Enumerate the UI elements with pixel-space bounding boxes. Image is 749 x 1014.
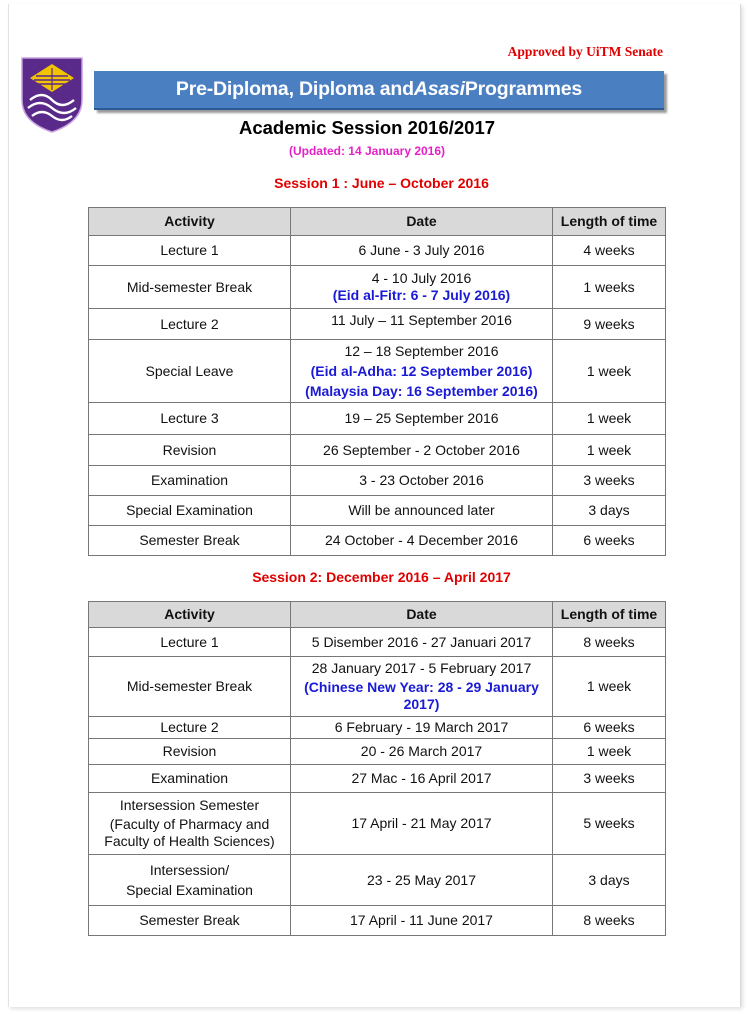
cell-activity: Revision bbox=[89, 739, 291, 765]
cell-activity: Special Examination bbox=[89, 496, 291, 526]
cell-activity: Examination bbox=[89, 765, 291, 793]
cell-activity: Mid-semester Break bbox=[89, 266, 291, 309]
cell-date: 27 Mac - 16 April 2017 bbox=[291, 765, 553, 793]
col-date: Date bbox=[291, 602, 553, 628]
table-row bbox=[89, 739, 666, 765]
cell-length: 6 weeks bbox=[553, 717, 666, 739]
page-title: Academic Session 2016/2017 bbox=[238, 117, 496, 138]
table-row bbox=[89, 793, 666, 855]
col-length: Length of time bbox=[553, 602, 666, 628]
date-text: 4 - 10 July 2016 bbox=[371, 270, 472, 286]
table-row bbox=[89, 906, 666, 936]
cell-date bbox=[291, 266, 553, 309]
cell-activity: Revision bbox=[89, 435, 291, 466]
session2-heading: Session 2: December 2016 – April 2017 bbox=[252, 569, 511, 585]
cell-length: 9 weeks bbox=[553, 309, 666, 340]
cell-date: 19 – 25 September 2016 bbox=[291, 403, 553, 435]
banner-text-italic: Asasi bbox=[413, 78, 465, 100]
cell-date: 23 - 25 May 2017 bbox=[291, 855, 553, 906]
table-row bbox=[89, 765, 666, 793]
cell-length: 3 days bbox=[553, 496, 666, 526]
session1-heading: Session 1 : June – October 2016 bbox=[274, 175, 489, 191]
table-row bbox=[89, 309, 666, 340]
table-header-row bbox=[89, 602, 666, 628]
cell-length: 1 week bbox=[553, 657, 666, 717]
holiday-note: (Malaysia Day: 16 September 2016) bbox=[305, 383, 538, 399]
table-row bbox=[89, 717, 666, 739]
cell-activity: Examination bbox=[89, 466, 291, 496]
activity-text: Intersession/ bbox=[149, 862, 230, 878]
holiday-note: (Eid al-Fitr: 6 - 7 July 2016) bbox=[332, 287, 511, 303]
session1-table bbox=[88, 207, 666, 556]
table-header-row bbox=[89, 208, 666, 236]
approval-note: Approved by UiTM Senate bbox=[507, 44, 663, 59]
cell-date: 24 October - 4 December 2016 bbox=[291, 526, 553, 556]
cell-activity: Lecture 2 bbox=[89, 309, 291, 340]
cell-length: 3 weeks bbox=[553, 466, 666, 496]
updated-note: (Updated: 14 January 2016) bbox=[288, 144, 446, 158]
col-activity: Activity bbox=[89, 208, 291, 236]
table-row bbox=[89, 466, 666, 496]
cell-date: 6 June - 3 July 2016 bbox=[291, 236, 553, 266]
activity-subtext: (Faculty of Pharmacy and Faculty of Health Sciences) bbox=[104, 816, 275, 849]
table-row bbox=[89, 340, 666, 403]
cell-activity: Mid-semester Break bbox=[89, 657, 291, 717]
programme-banner bbox=[94, 71, 664, 110]
date-text: 28 January 2017 - 5 February 2017 bbox=[311, 660, 532, 676]
cell-length: 4 weeks bbox=[553, 236, 666, 266]
cell-activity: Special Leave bbox=[89, 340, 291, 403]
cell-activity: Lecture 1 bbox=[89, 236, 291, 266]
cell-activity bbox=[89, 855, 291, 906]
cell-length: 1 week bbox=[553, 403, 666, 435]
cell-date: 17 April - 21 May 2017 bbox=[291, 793, 553, 855]
col-date: Date bbox=[291, 208, 553, 236]
cell-date: Will be announced later bbox=[291, 496, 553, 526]
cell-length: 1 week bbox=[553, 340, 666, 403]
cell-length: 6 weeks bbox=[553, 526, 666, 556]
cell-length: 3 weeks bbox=[553, 765, 666, 793]
table-row bbox=[89, 236, 666, 266]
holiday-note: (Eid al-Adha: 12 September 2016) bbox=[310, 363, 533, 379]
cell-length: 8 weeks bbox=[553, 906, 666, 936]
activity-text: Intersession Semester bbox=[119, 797, 260, 813]
cell-activity: Lecture 2 bbox=[89, 717, 291, 739]
cell-date bbox=[291, 657, 553, 717]
table-row bbox=[89, 496, 666, 526]
cell-length: 1 week bbox=[553, 435, 666, 466]
cell-length: 1 weeks bbox=[553, 266, 666, 309]
cell-activity: Lecture 1 bbox=[89, 628, 291, 657]
cell-length: 3 days bbox=[553, 855, 666, 906]
cell-date: 11 July – 11 September 2016 bbox=[291, 309, 553, 340]
cell-length: 5 weeks bbox=[553, 793, 666, 855]
cell-activity: Semester Break bbox=[89, 906, 291, 936]
cell-length: 8 weeks bbox=[553, 628, 666, 657]
cell-date: 6 February - 19 March 2017 bbox=[291, 717, 553, 739]
holiday-note: (Chinese New Year: 28 - 29 January 2017) bbox=[304, 679, 539, 712]
date-text: 12 – 18 September 2016 bbox=[344, 343, 499, 359]
cell-activity bbox=[89, 793, 291, 855]
table-row bbox=[89, 266, 666, 309]
cell-activity: Semester Break bbox=[89, 526, 291, 556]
cell-date: 17 April - 11 June 2017 bbox=[291, 906, 553, 936]
cell-activity: Lecture 3 bbox=[89, 403, 291, 435]
table-row bbox=[89, 526, 666, 556]
table-row bbox=[89, 403, 666, 435]
session2-table bbox=[88, 601, 666, 936]
cell-length: 1 week bbox=[553, 739, 666, 765]
col-length: Length of time bbox=[553, 208, 666, 236]
activity-subtext: Special Examination bbox=[126, 882, 253, 898]
banner-text-2: Programmes bbox=[464, 78, 583, 100]
table-row bbox=[89, 435, 666, 466]
cell-date: 5 Disember 2016 - 27 Januari 2017 bbox=[291, 628, 553, 657]
col-activity: Activity bbox=[89, 602, 291, 628]
banner-text-1: Pre-Diploma, Diploma and bbox=[175, 78, 414, 100]
cell-date bbox=[291, 340, 553, 403]
cell-date: 20 - 26 March 2017 bbox=[291, 739, 553, 765]
table-row bbox=[89, 628, 666, 657]
cell-date: 26 September - 2 October 2016 bbox=[291, 435, 553, 466]
table-row bbox=[89, 855, 666, 906]
cell-date: 3 - 23 October 2016 bbox=[291, 466, 553, 496]
table-row bbox=[89, 657, 666, 717]
